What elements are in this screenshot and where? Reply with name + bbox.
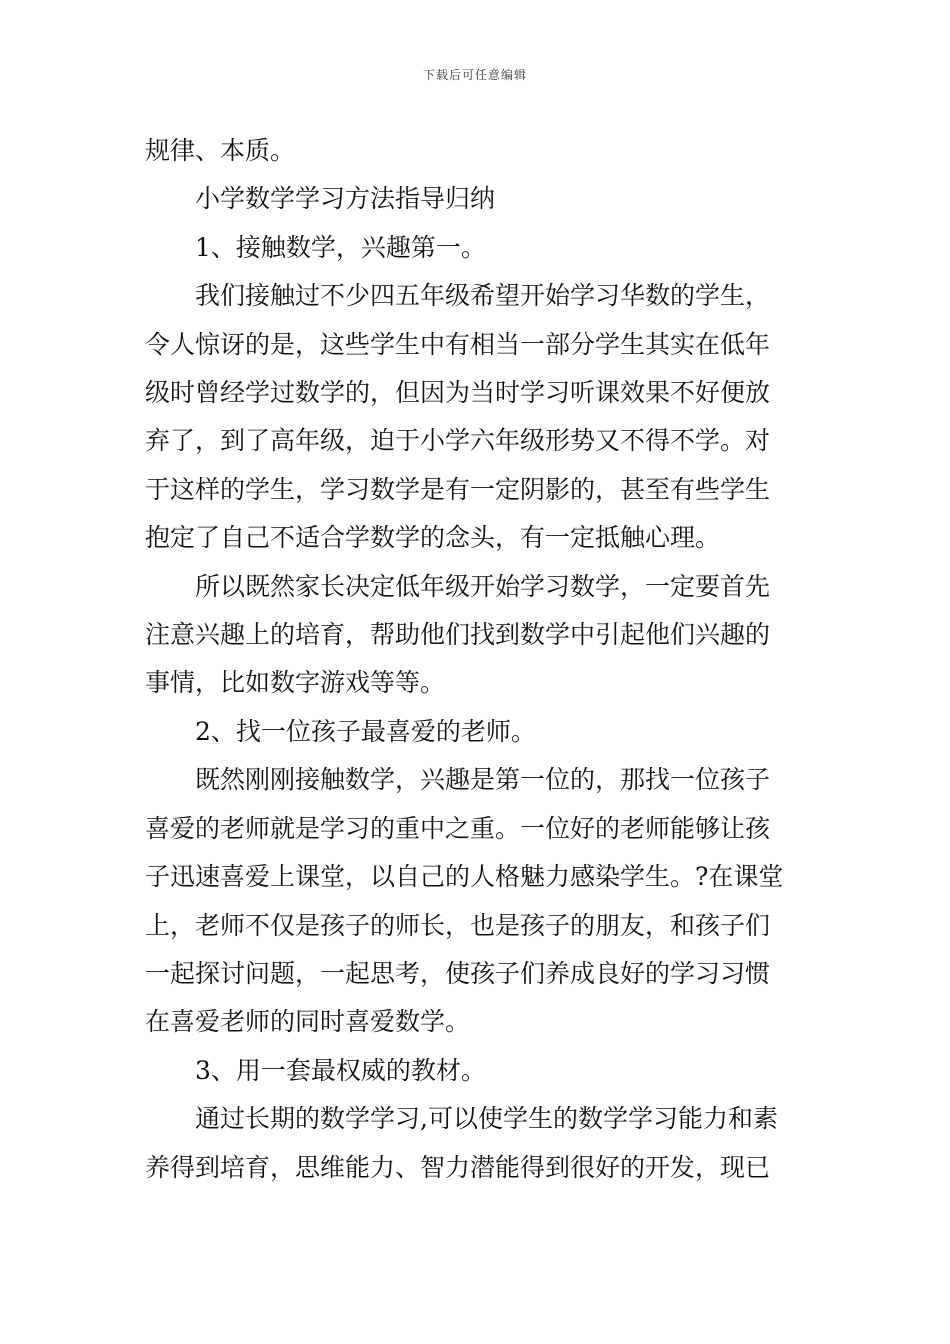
text-line: 上，老师不仅是孩子的师长，也是孩子的朋友，和孩子们: [145, 910, 771, 940]
text-line: 所以既然家长决定低年级开始学习数学，一定要首先: [195, 571, 771, 601]
text-line: 通过长期的数学学习,可以使学生的数学学习能力和素: [195, 1104, 778, 1134]
text-line: 养得到培育，思维能力、智力潜能得到很好的开发，现已: [145, 1152, 771, 1182]
text-line: 一起探讨问题，一起思考，使孩子们养成良好的学习习惯: [145, 958, 771, 988]
text-line: 既然刚刚接触数学，兴趣是第一位的，那找一位孩子: [195, 765, 771, 795]
subsection-heading: 2、找一位孩子最喜爱的老师。: [195, 716, 536, 746]
text-line: 级时曾经学过数学的，但因为当时学习听课效果不好便放: [145, 378, 771, 408]
page-header: 下载后可任意编辑: [422, 68, 527, 82]
section-heading: 小学数学学习方法指导归纳: [195, 184, 496, 214]
subsection-heading: 3、用一套最权威的教材。: [195, 1055, 486, 1085]
text-line: 抱定了自己不适合学数学的念头，有一定抵触心理。: [145, 523, 721, 553]
text-line: 于这样的学生，学习数学是有一定阴影的，甚至有些学生: [145, 474, 771, 504]
text-line: 令人惊讶的是，这些学生中有相当一部分学生其实在低年: [145, 329, 771, 359]
text-line: 弃了，到了高年级，迫于小学六年级形势又不得不学。对: [145, 426, 771, 456]
text-line: 子迅速喜爱上课堂，以自己的人格魅力感染学生。?在课堂: [145, 862, 784, 892]
text-line: 在喜爱老师的同时喜爱数学。: [145, 1007, 471, 1037]
text-line: 喜爱的老师就是学习的重中之重。一位好的老师能够让孩: [145, 813, 771, 843]
text-line: 我们接触过不少四五年级希望开始学习华数的学生，: [195, 281, 771, 311]
text-line: 注意兴趣上的培育，帮助他们找到数学中引起他们兴趣的: [145, 620, 771, 650]
text-line: 事情，比如数字游戏等等。: [145, 668, 446, 698]
subsection-heading: 1、接触数学，兴趣第一。: [195, 232, 486, 262]
text-line: 规律、本质。: [145, 136, 296, 165]
document-body: [145, 127, 809, 1192]
